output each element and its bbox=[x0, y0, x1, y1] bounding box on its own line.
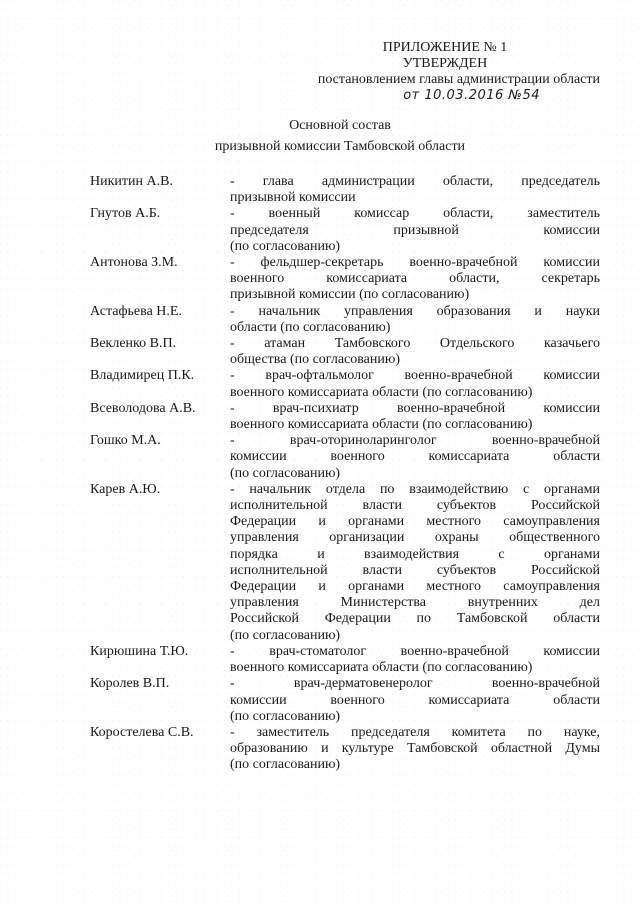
member-role-line: комиссии военного комиссариата области bbox=[230, 449, 600, 465]
member-role-line: военного комиссариата области (по согласованию) bbox=[230, 660, 533, 676]
member-name: Гнутов А.Б. bbox=[90, 206, 161, 222]
member-role-line: - фельдшер-секретарь военно-врачебной комиссии bbox=[230, 255, 600, 271]
member-role-line: (по согласованию) bbox=[230, 465, 341, 481]
decree-label: постановлением главы администрации области bbox=[317, 72, 600, 87]
member-role-line: - начальник отдела по взаимодействию с органами bbox=[230, 481, 600, 497]
member-row bbox=[90, 644, 600, 676]
member-name: Антонова З.М. bbox=[90, 255, 178, 271]
member-role-line: порядка и взаимодействия с органами bbox=[230, 546, 600, 562]
document-title: Основной состав bbox=[289, 118, 391, 133]
appendix-label: ПРИЛОЖЕНИЕ № 1 bbox=[382, 40, 508, 55]
member-row bbox=[90, 304, 600, 336]
member-role bbox=[230, 206, 600, 255]
member-role-line: Федерации и органами местного самоуправления bbox=[230, 579, 600, 595]
member-role bbox=[230, 676, 600, 725]
member-row bbox=[90, 676, 600, 725]
member-role-line: управления Министерства внутренних дел bbox=[230, 595, 600, 611]
member-role-line: - военный комиссар области, заместитель bbox=[230, 206, 600, 222]
member-role-line: комиссии военного комиссариата области bbox=[230, 692, 600, 708]
member-role-line: - врач-дерматовенеролог военно-врачебной bbox=[230, 676, 600, 692]
document-subtitle: призывной комиссии Тамбовской области bbox=[214, 139, 466, 154]
handwritten-date-number: от 10.03.2016 №54 bbox=[403, 88, 540, 103]
member-name: Астафьева Н.Е. bbox=[90, 303, 182, 319]
member-row bbox=[90, 482, 600, 644]
member-role-line: образованию и культуре Тамбовской областной Думы bbox=[230, 741, 600, 757]
member-row bbox=[90, 206, 600, 255]
member-role bbox=[230, 482, 600, 644]
members-list bbox=[90, 174, 600, 774]
member-name: Карев А.Ю. bbox=[90, 481, 161, 497]
member-role bbox=[230, 336, 600, 368]
member-role-line: - врач-психиатр военно-врачебной комиссии bbox=[230, 400, 600, 416]
member-row bbox=[90, 336, 600, 368]
member-role-line: - атаман Тамбовского Отдельского казачьего bbox=[230, 336, 600, 352]
member-role-line: - начальник управления образования и науки bbox=[230, 303, 600, 319]
member-role-line: - врач-оториноларинголог военно-врачебной bbox=[230, 433, 600, 449]
member-role bbox=[230, 725, 600, 774]
member-role bbox=[230, 368, 600, 400]
member-role-line: - врач-офтальмолог военно-врачебной комиссии bbox=[230, 368, 600, 384]
member-role-line: (по согласованию) bbox=[230, 627, 341, 643]
member-role-line: - глава администрации области, председатель bbox=[230, 174, 600, 189]
member-role-line: (по согласованию) bbox=[230, 238, 341, 254]
member-role-line: (по согласованию) bbox=[230, 757, 341, 773]
member-role-line: Российской Федерации по Тамбовской области bbox=[230, 611, 600, 627]
member-name: Коростелева С.В. bbox=[90, 724, 194, 740]
member-role-line: исполнительной власти субъектов Российской bbox=[230, 562, 600, 578]
member-role-line: исполнительной власти субъектов Российской bbox=[230, 498, 600, 514]
member-row bbox=[90, 368, 600, 400]
member-role-line: председателя призывной комиссии bbox=[230, 222, 600, 238]
member-name: Всеволодова А.В. bbox=[90, 400, 196, 416]
member-row bbox=[90, 255, 600, 304]
member-role bbox=[230, 304, 600, 336]
member-name: Кирюшина Т.Ю. bbox=[90, 643, 189, 659]
member-role-line: (по согласованию) bbox=[230, 708, 341, 724]
member-role-line: Федерации и органами местного самоуправления bbox=[230, 514, 600, 530]
member-name: Векленко В.П. bbox=[90, 336, 177, 352]
member-role-line: области (по согласованию) bbox=[230, 319, 391, 335]
member-role-line: управления организации охраны общественного bbox=[230, 530, 600, 546]
member-role-line: военного комиссариата области (по согласованию) bbox=[230, 384, 533, 400]
member-name: Владимирец П.К. bbox=[90, 368, 195, 384]
member-name: Гошко М.А. bbox=[90, 433, 161, 449]
member-row bbox=[90, 433, 600, 482]
approval-header bbox=[260, 40, 600, 104]
member-role-line: - заместитель председателя комитета по науке, bbox=[230, 724, 600, 740]
member-name: Никитин А.В. bbox=[90, 174, 173, 189]
member-role bbox=[230, 255, 600, 304]
member-row bbox=[90, 725, 600, 774]
member-role-line: военного комиссариата области (по согласованию) bbox=[230, 417, 533, 433]
member-name: Королев В.П. bbox=[90, 676, 170, 692]
member-row bbox=[90, 401, 600, 433]
member-role bbox=[230, 433, 600, 482]
member-row bbox=[90, 174, 600, 206]
member-role bbox=[230, 174, 600, 206]
member-role-line: общества (по согласованию) bbox=[230, 352, 400, 368]
approved-label: УТВЕРЖДЕН bbox=[402, 56, 488, 71]
member-role-line: призывной комиссии bbox=[230, 190, 356, 206]
member-role-line: - врач-стоматолог военно-врачебной комиссии bbox=[230, 643, 600, 659]
member-role bbox=[230, 644, 600, 676]
member-role-line: призывной комиссии (по согласованию) bbox=[230, 287, 470, 303]
member-role bbox=[230, 401, 600, 433]
member-role-line: военного комиссариата области, секретарь bbox=[230, 271, 600, 287]
